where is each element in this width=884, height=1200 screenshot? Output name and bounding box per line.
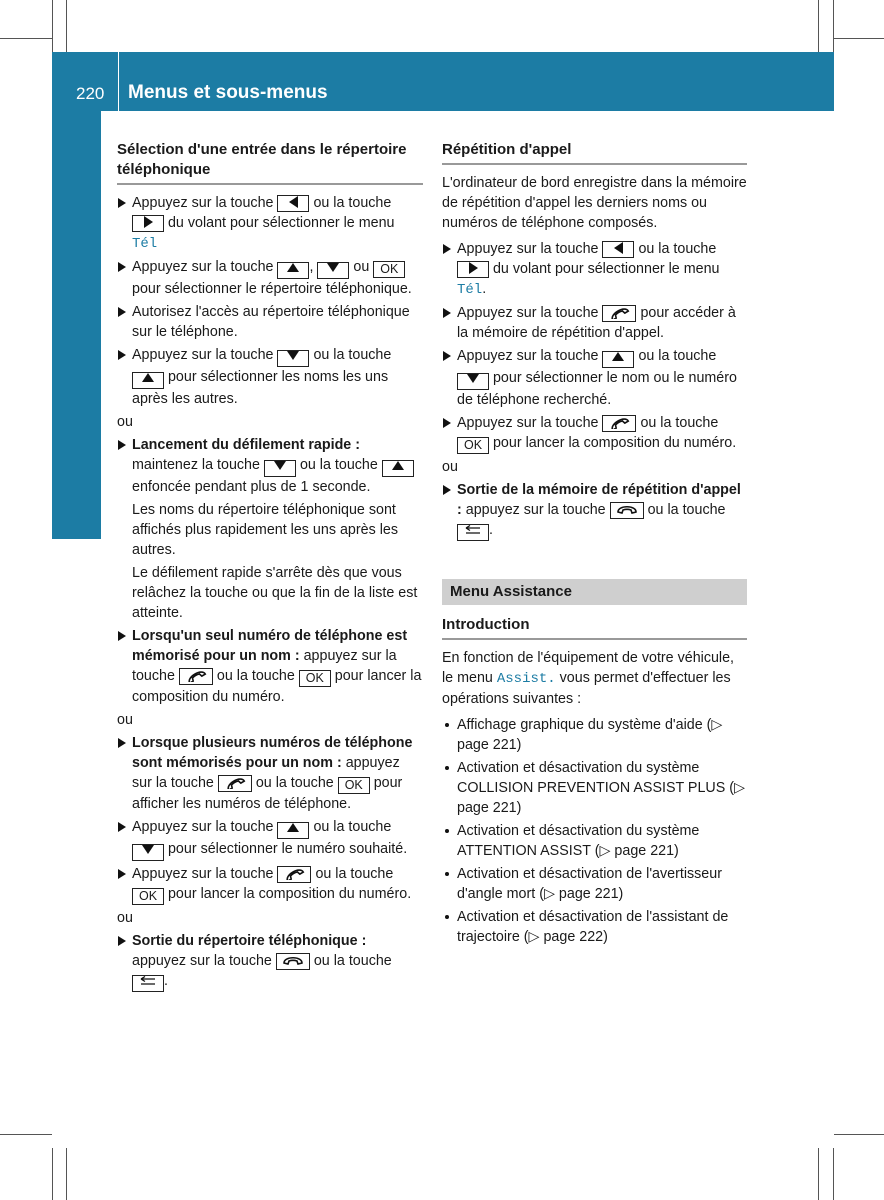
side-tab xyxy=(52,111,101,539)
phone-accept-key-icon xyxy=(602,415,636,432)
triangle-up-key-icon xyxy=(277,822,309,839)
ok-key: OK xyxy=(338,777,370,794)
crop-mark xyxy=(833,1148,834,1200)
triangle-up-key-icon xyxy=(382,460,414,477)
phone-end-key-icon xyxy=(276,953,310,970)
triangle-left-key-icon xyxy=(602,241,634,258)
step-note: Les noms du répertoire téléphonique sont affichés plus rapidement les uns après les autres. xyxy=(132,502,398,558)
or-separator: ou xyxy=(117,414,133,430)
triangle-down-key-icon xyxy=(457,373,489,390)
crop-mark xyxy=(0,38,52,39)
back-key-icon xyxy=(132,975,164,992)
instruction-step: Appuyez sur la touche ou la touche du volant pour sélectionner le menu Tél xyxy=(117,193,423,254)
instruction-step: Appuyez sur la touche ou la touche OK pour lancer la composition du numéro. xyxy=(442,413,747,454)
instruction-step: Sortie de la mémoire de répétition d'appel : appuyez sur la touche ou la touche . xyxy=(442,480,747,541)
triangle-down-key-icon xyxy=(132,844,164,861)
triangle-down-key-icon xyxy=(277,350,309,367)
list-item: Activation et désactivation de l'assistant de trajectoire (▷ page 222) xyxy=(442,907,747,947)
crop-mark xyxy=(52,1148,53,1200)
phone-accept-key-icon xyxy=(277,866,311,883)
instruction-step: Autorisez l'accès au répertoire téléphonique sur le téléphone. xyxy=(117,302,423,342)
instruction-step: Lancement du défilement rapide : maintenez la touche ou la touche enfoncée pendant plus de 1 seconde. xyxy=(117,435,423,497)
step-note: Le défilement rapide s'arrête dès que vous relâchez la touche ou que la fin de la liste est atteinte. xyxy=(132,565,418,621)
list-item: Activation et désactivation de l'avertisseur d'angle mort (▷ page 221) xyxy=(442,864,747,904)
crop-mark xyxy=(833,0,834,52)
back-key-icon xyxy=(457,524,489,541)
triangle-right-key-icon xyxy=(132,215,164,232)
sub-heading: Introduction xyxy=(442,615,747,640)
crop-mark xyxy=(0,1134,52,1135)
or-separator: ou xyxy=(442,459,458,475)
phone-accept-key-icon xyxy=(218,775,252,792)
list-item: Activation et désactivation du système COLLISION PREVENTION ASSIST PLUS (▷ page 221) xyxy=(442,758,747,818)
menu-name: Assist. xyxy=(496,671,556,687)
menu-name: Tél xyxy=(132,236,158,252)
left-column xyxy=(117,140,423,995)
or-separator: ou xyxy=(117,712,133,728)
list-item: Activation et désactivation du système ATTENTION ASSIST (▷ page 221) xyxy=(442,821,747,861)
crop-mark xyxy=(66,1148,67,1200)
ok-key: OK xyxy=(373,261,405,278)
instruction-step: Appuyez sur la touche , ou OK pour sélectionner le répertoire téléphonique. xyxy=(117,257,423,299)
instruction-step: Appuyez sur la touche ou la touche du volant pour sélectionner le menu Tél. xyxy=(442,239,747,300)
crop-mark xyxy=(834,1134,884,1135)
crop-mark xyxy=(66,0,67,52)
list-item: Affichage graphique du système d'aide (▷ page 221) xyxy=(442,715,747,755)
instruction-step: Appuyez sur la touche ou la touche OK pour lancer la composition du numéro. xyxy=(117,864,423,905)
triangle-right-key-icon xyxy=(457,261,489,278)
phone-accept-key-icon xyxy=(179,668,213,685)
triangle-up-key-icon xyxy=(277,262,309,279)
phone-accept-key-icon xyxy=(602,305,636,322)
triangle-down-key-icon xyxy=(317,262,349,279)
instruction-step: Appuyez sur la touche ou la touche pour sélectionner le nom ou le numéro de téléphone recherché. xyxy=(442,346,747,410)
section-banner: Menu Assistance xyxy=(442,579,747,605)
triangle-up-key-icon xyxy=(132,372,164,389)
instruction-step: Appuyez sur la touche ou la touche pour sélectionner le numéro souhaité. xyxy=(117,817,423,861)
or-separator: ou xyxy=(117,910,133,926)
intro-paragraph: L'ordinateur de bord enregistre dans la mémoire de répétition d'appel les derniers noms ou numéros de téléphone composés. xyxy=(442,175,747,231)
crop-mark xyxy=(818,1148,819,1200)
ok-key: OK xyxy=(457,437,489,454)
triangle-down-key-icon xyxy=(264,460,296,477)
page-number: 220 xyxy=(76,84,105,103)
instruction-step: Lorsqu'un seul numéro de téléphone est mémorisé pour un nom : appuyez sur la touche ou la touche OK pour lancer la composition du numéro. xyxy=(117,626,423,707)
instruction-step: Appuyez sur la touche ou la touche pour sélectionner les noms les uns après les autres. xyxy=(117,345,423,409)
triangle-left-key-icon xyxy=(277,195,309,212)
instruction-step: Appuyez sur la touche pour accéder à la mémoire de répétition d'appel. xyxy=(442,303,747,343)
intro-paragraph: En fonction de l'équipement de votre véhicule, le menu Assist. vous permet d'effectuer les opérations suivantes : xyxy=(442,650,735,707)
instruction-step: Sortie du répertoire téléphonique : appuyez sur la touche ou la touche . xyxy=(117,931,423,992)
triangle-up-key-icon xyxy=(602,351,634,368)
crop-mark xyxy=(52,0,53,52)
menu-name: Tél xyxy=(457,282,483,298)
section-heading: Sélection d'une entrée dans le répertoire téléphonique xyxy=(117,140,423,185)
ok-key: OK xyxy=(132,888,164,905)
ok-key: OK xyxy=(299,670,331,687)
right-column xyxy=(442,140,747,950)
crop-mark xyxy=(834,38,884,39)
section-heading: Répétition d'appel xyxy=(442,140,747,165)
header-divider xyxy=(118,52,119,111)
phone-end-key-icon xyxy=(610,502,644,519)
page-title: Menus et sous-menus xyxy=(128,82,328,103)
instruction-step: Lorsque plusieurs numéros de téléphone sont mémorisés pour un nom : appuyez sur la touche ou la touche OK pour afficher les numéros de téléphone. xyxy=(117,733,423,814)
crop-mark xyxy=(818,0,819,52)
